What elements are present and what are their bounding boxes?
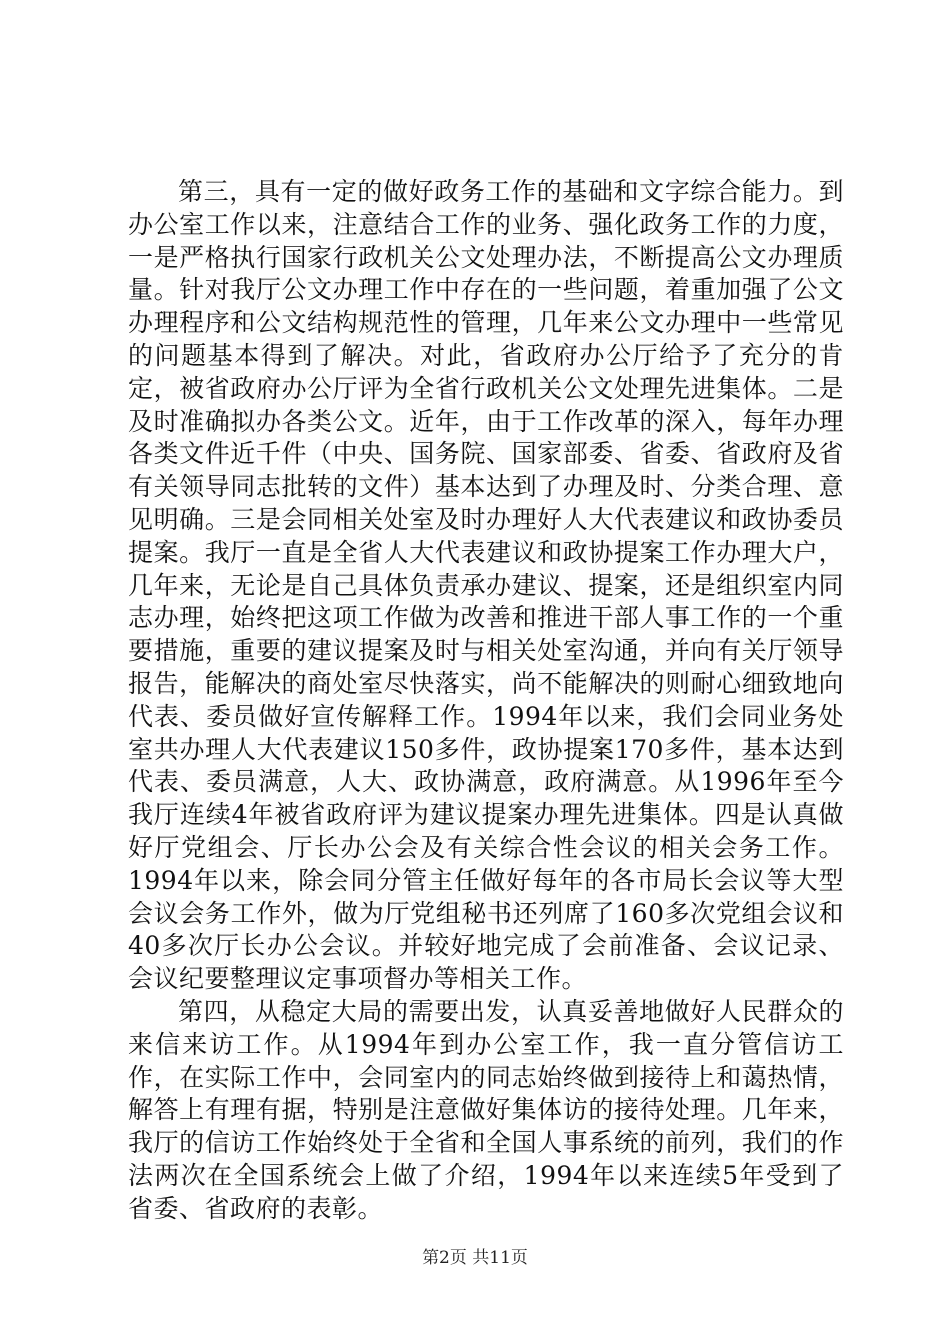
page-footer: 第2页 共11页: [422, 1248, 528, 1268]
paragraph-third-point: 第三，具有一定的做好政务工作的基础和文字综合能力。到办公室工作以来，注意结合工作的业务、强化政务工作的力度，一是严格执行国家行政机关公文处理办法，不断提高公文办理质量。针对我厅公文办理工作中存在的一些问题，着重加强了公文办理程序和公文结构规范性的管理，几年来公文办理中一些常见的问题基本得到了解决。对此，省政府办公厅给予了充分的肯定，被省政府办公厅评为全省行政机关公文处理先进集体。二是及时准确拟办各类公文。近年，由于工作改革的深入，每年办理各类文件近千件（中央、国务院、国家部委、省委、省政府及省有关领导同志批转的文件）基本达到了办理及时、分类合理、意见明确。三是会同相关处室及时办理好人大代表建议和政协委员提案。我厅一直是全省人大代表建议和政协提案工作办理大户，几年来，无论是自己具体负责承办建议、提案，还是组织室内同志办理，始终把这项工作做为改善和推进干部人事工作的一个重要措施，重要的建议提案及时与相关处室沟通，并向有关厅领导报告，能解决的商处室尽快落实，尚不能解决的则耐心细致地向代表、委员做好宣传解释工作。1994年以来，我们会同业务处室共办理人大代表建议150多件，政协提案170多件，基本达到代表、委员满意，人大、政协满意，政府满意。从1996年至今我厅连续4年被省政府评为建议提案办理先进集体。四是认真做好厅党组会、厅长办公会及有关综合性会议的相关会务工作。1994年以来，除会同分管主任做好每年的各市局长会议等大型会议会务工作外，做为厅党组秘书还列席了160多次党组会议和40多次厅长办公会议。并较好地完成了会前准备、会议记录、会议纪要整理议定事项督办等相关工作。: [128, 177, 844, 994]
paragraph-fourth-point: 第四，从稳定大局的需要出发，认真妥善地做好人民群众的来信来访工作。从1994年到办公室工作，我一直分管信访工作，在实际工作中，会同室内的同志始终做到接待上和蔼热情，解答上有理有据，特别是注意做好集体访的接待处理。几年来，我厅的信访工作始终处于全省和全国人事系统的前列，我们的作法两次在全国系统会上做了介绍，1994年以来连续5年受到了省委、省政府的表彰。: [128, 996, 844, 1223]
document-body: [128, 176, 844, 1226]
